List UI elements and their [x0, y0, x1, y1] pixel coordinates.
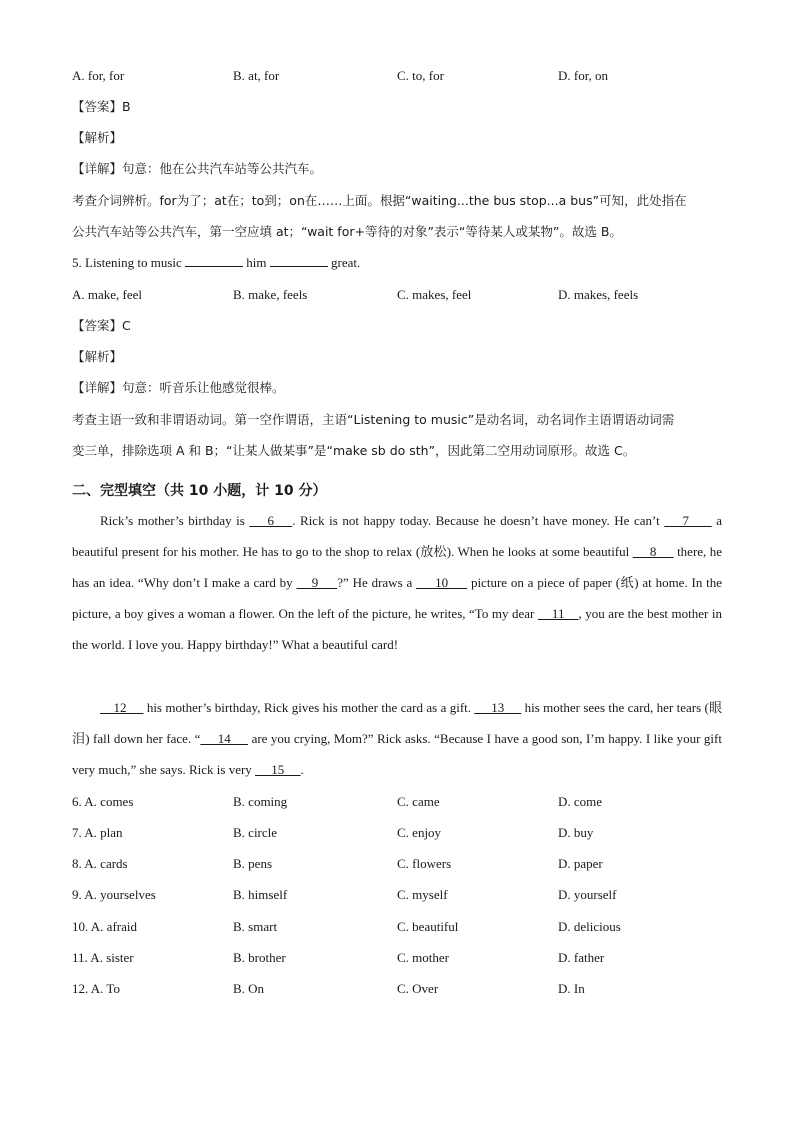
- option-b: B. On: [233, 981, 265, 996]
- q5-explain-1: 考查主语一致和非谓语动词。第一空作谓语，主语“Listening to music”是动名词，动名词作主语谓语动词需: [72, 412, 675, 427]
- question-11: [72, 949, 722, 967]
- option-d: D. father: [558, 950, 605, 965]
- q5-blank-1: [185, 254, 243, 267]
- q4-option-b: B. at, for: [233, 68, 280, 83]
- passage-text: , you are the best mother in the world. I love you. Happy birthday!” What a beautiful card!: [72, 606, 722, 652]
- blank-14: 14: [200, 731, 249, 746]
- q5-option-a: A. make, feel: [72, 287, 143, 302]
- passage-text: a beautiful present for his mother. He has to go to the shop to relax (放松). When he looks at some beautiful: [72, 513, 723, 559]
- option-b: B. himself: [233, 887, 288, 902]
- blank-13: 13: [474, 700, 522, 715]
- option-a: 11. A. sister: [72, 950, 134, 965]
- option-a: 7. A. plan: [72, 825, 123, 840]
- q4-analysis-label: 【解析】: [72, 130, 123, 145]
- option-d: D. delicious: [558, 919, 621, 934]
- passage-paragraph-1: [72, 505, 722, 660]
- question-12: [72, 980, 722, 998]
- q5-option-b: B. make, feels: [233, 287, 308, 302]
- q5-stem-part-b: him: [246, 255, 267, 270]
- q5-blank-2: [270, 254, 328, 267]
- q4-option-c: C. to, for: [397, 68, 444, 83]
- q5-option-c: C. makes, feel: [397, 287, 472, 302]
- q5-answer: 【答案】C: [72, 318, 131, 333]
- question-9: [72, 886, 722, 904]
- q5-options: [72, 286, 722, 304]
- option-c: C. came: [397, 794, 440, 809]
- blank-10: 10: [416, 575, 468, 590]
- option-a: 6. A. comes: [72, 794, 134, 809]
- passage-text: his mother sees the card, her tears (眼泪) fall down her face. “: [72, 700, 723, 746]
- option-d: D. In: [558, 981, 585, 996]
- question-6: [72, 793, 722, 811]
- option-c: C. flowers: [397, 856, 452, 871]
- option-c: C. Over: [397, 981, 439, 996]
- passage-text: ?” He draws a: [337, 575, 417, 590]
- q5-explain-2: 变三单，排除选项 A 和 B；“让某人做某事”是“make sb do sth”，因此第二空用动词原形。故选 C。: [72, 443, 636, 458]
- question-8: [72, 855, 722, 873]
- q4-explain-2: 公共汽车站等公共汽车，第一空应填 at；“wait for+等待的对象”表示“等待某人或某物”。故选 B。: [72, 224, 622, 239]
- q4-detail: 【详解】句意：他在公共汽车站等公共汽车。: [72, 161, 323, 176]
- passage-text: there, he has an idea. “Why don’t I make a card by: [72, 544, 723, 590]
- option-a: 10. A. afraid: [72, 919, 137, 934]
- q5-stem: [72, 254, 722, 272]
- option-c: C. myself: [397, 887, 448, 902]
- option-a: 12. A. To: [72, 981, 120, 996]
- option-d: D. come: [558, 794, 603, 809]
- passage-text: . Rick is not happy today. Because he doesn’t have money. He can’t: [292, 513, 665, 528]
- option-c: C. enjoy: [397, 825, 442, 840]
- option-d: D. paper: [558, 856, 603, 871]
- option-d: D. yourself: [558, 887, 617, 902]
- question-7: [72, 824, 722, 842]
- section-title: 二、完型填空（共 10 小题，计 10 分）: [72, 483, 327, 499]
- passage-text: .: [300, 762, 304, 777]
- passage-text: are you crying, Mom?” Rick asks. “Because I have a good son, I’m happy. I like your gift very much,” she says. Rick is very: [72, 731, 722, 777]
- option-c: C. mother: [397, 950, 449, 965]
- q4-options: [72, 67, 722, 85]
- passage-text: his mother’s birthday, Rick gives his mother the card as a gift.: [143, 700, 475, 715]
- option-a: 8. A. cards: [72, 856, 128, 871]
- q4-explain-1: 考查介词辨析。for为了；at在；to到；on在……上面。根据“waiting...the bus stop...a bus”可知，此处指在: [72, 193, 687, 208]
- q5-detail: 【详解】句意：听音乐让他感觉很棒。: [72, 380, 285, 395]
- question-10: [72, 918, 722, 936]
- q4-option-d: D. for, on: [558, 68, 609, 83]
- passage-text: Rick’s mother’s birthday is: [100, 513, 250, 528]
- q5-analysis-label: 【解析】: [72, 349, 123, 364]
- blank-12: 12: [100, 700, 144, 715]
- option-a: 9. A. yourselves: [72, 887, 156, 902]
- blank-15: 15: [255, 762, 301, 777]
- option-c: C. beautiful: [397, 919, 459, 934]
- option-b: B. smart: [233, 919, 278, 934]
- blank-7: 7: [664, 513, 712, 528]
- option-b: B. pens: [233, 856, 272, 871]
- option-b: B. circle: [233, 825, 278, 840]
- q4-option-a: A. for, for: [72, 68, 125, 83]
- q4-answer: 【答案】B: [72, 99, 131, 114]
- q5-stem-part-c: great.: [331, 255, 361, 270]
- blank-9: 9: [296, 575, 338, 590]
- q5-stem-part-a: 5. Listening to music: [72, 255, 182, 270]
- option-b: B. coming: [233, 794, 288, 809]
- option-d: D. buy: [558, 825, 594, 840]
- option-b: B. brother: [233, 950, 286, 965]
- passage-paragraph-2: [72, 692, 722, 785]
- passage-text: picture on a piece of paper (纸) at home. In the picture, a boy gives a woman a flower. On the left of the picture, he writes, “To my dear: [72, 575, 723, 621]
- blank-11: 11: [537, 606, 579, 621]
- q5-option-d: D. makes, feels: [558, 287, 639, 302]
- blank-8: 8: [632, 544, 674, 559]
- blank-6: 6: [249, 513, 293, 528]
